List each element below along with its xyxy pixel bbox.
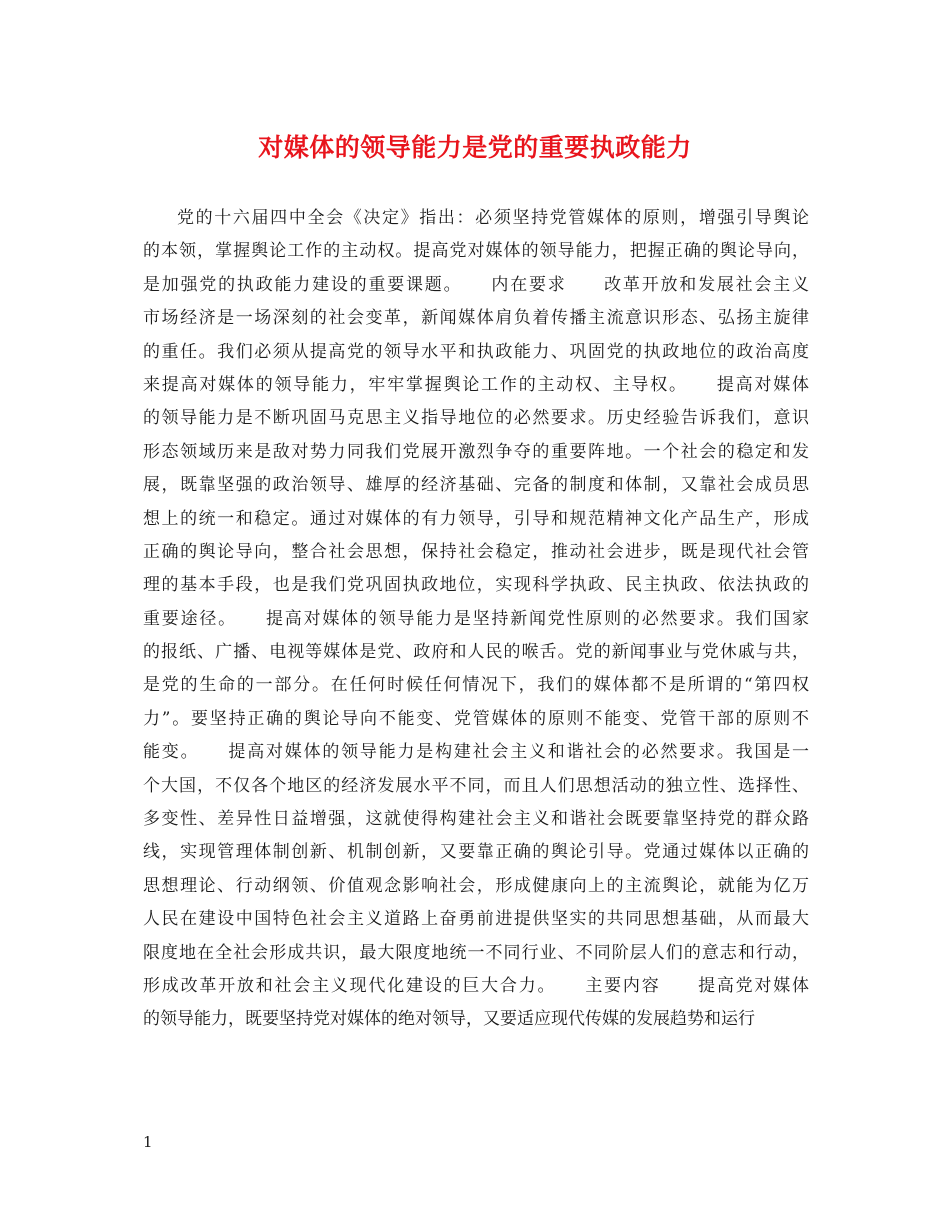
text-line: 正确的舆论导向，整合社会思想，保持社会稳定，推动社会进步，既是现代社会管 <box>143 541 809 562</box>
text-line: 重要途径。 提高对媒体的领导能力是坚持新闻党性原则的必然要求。我们国家 <box>143 608 809 629</box>
text-line: 形态领域历来是敌对势力同我们党展开激烈争夺的重要阵地。一个社会的稳定和发 <box>143 441 809 462</box>
text-line: 的领导能力是不断巩固马克思主义指导地位的必然要求。历史经验告诉我们，意识 <box>143 408 809 429</box>
text-line: 的报纸、广播、电视等媒体是党、政府和人民的喉舌。党的新闻事业与党休戚与共， <box>143 642 809 663</box>
text-line: 理的基本手段，也是我们党巩固执政地位，实现科学执政、民主执政、依法执政的 <box>143 575 809 596</box>
body-paragraph <box>143 202 809 1037</box>
text-line: 线，实现管理体制创新、机制创新，又要靠正确的舆论引导。党通过媒体以正确的 <box>143 842 809 863</box>
text-line: 个大国，不仅各个地区的经济发展水平不同，而且人们思想活动的独立性、选择性、 <box>143 775 809 796</box>
text-line: 党的十六届四中全会《决定》指出：必须坚持党管媒体的原则，增强引导舆论 <box>177 208 809 228</box>
text-line: 是党的生命的一部分。在任何时候任何情况下，我们的媒体都不是所谓的“第四权 <box>143 675 809 696</box>
text-line: 力”。要坚持正确的舆论导向不能变、党管媒体的原则不能变、党管干部的原则不 <box>143 708 809 729</box>
text-line: 限度地在全社会形成共识，最大限度地统一不同行业、不同阶层人们的意志和行动， <box>143 942 809 963</box>
text-line: 形成改革开放和社会主义现代化建设的巨大合力。 主要内容 提高党对媒体 <box>143 975 809 996</box>
text-line: 多变性、差异性日益增强，这就使得构建社会主义和谐社会既要靠坚持党的群众路 <box>143 809 809 830</box>
text-line: 的本领，掌握舆论工作的主动权。提高党对媒体的领导能力，把握正确的舆论导向， <box>143 241 809 262</box>
text-line: 想上的统一和稳定。通过对媒体的有力领导，引导和规范精神文化产品生产，形成 <box>143 508 809 529</box>
text-line: 是加强党的执政能力建设的重要课题。 内在要求 改革开放和发展社会主义 <box>143 274 809 295</box>
page-number: 1 <box>143 1133 153 1151</box>
text-line: 能变。 提高对媒体的领导能力是构建社会主义和谐社会的必然要求。我国是一 <box>143 742 809 763</box>
text-line: 展，既靠坚强的政治领导、雄厚的经济基础、完备的制度和体制，又靠社会成员思 <box>143 475 809 496</box>
text-line: 来提高对媒体的领导能力，牢牢掌握舆论工作的主动权、主导权。 提高对媒体 <box>143 374 809 395</box>
text-line: 市场经济是一场深刻的社会变革，新闻媒体肩负着传播主流意识形态、弘扬主旋律 <box>143 308 809 329</box>
text-line: 人民在建设中国特色社会主义道路上奋勇前进提供坚实的共同思想基础，从而最大 <box>143 909 809 930</box>
text-line: 的领导能力，既要坚持党对媒体的绝对领导，又要适应现代传媒的发展趋势和运行 <box>143 1009 755 1030</box>
text-line: 思想理论、行动纲领、价值观念影响社会，形成健康向上的主流舆论，就能为亿万 <box>143 875 809 896</box>
text-line: 的重任。我们必须从提高党的领导水平和执政能力、巩固党的执政地位的政治高度 <box>143 341 809 362</box>
document-title: 对媒体的领导能力是党的重要执政能力 <box>258 133 692 162</box>
